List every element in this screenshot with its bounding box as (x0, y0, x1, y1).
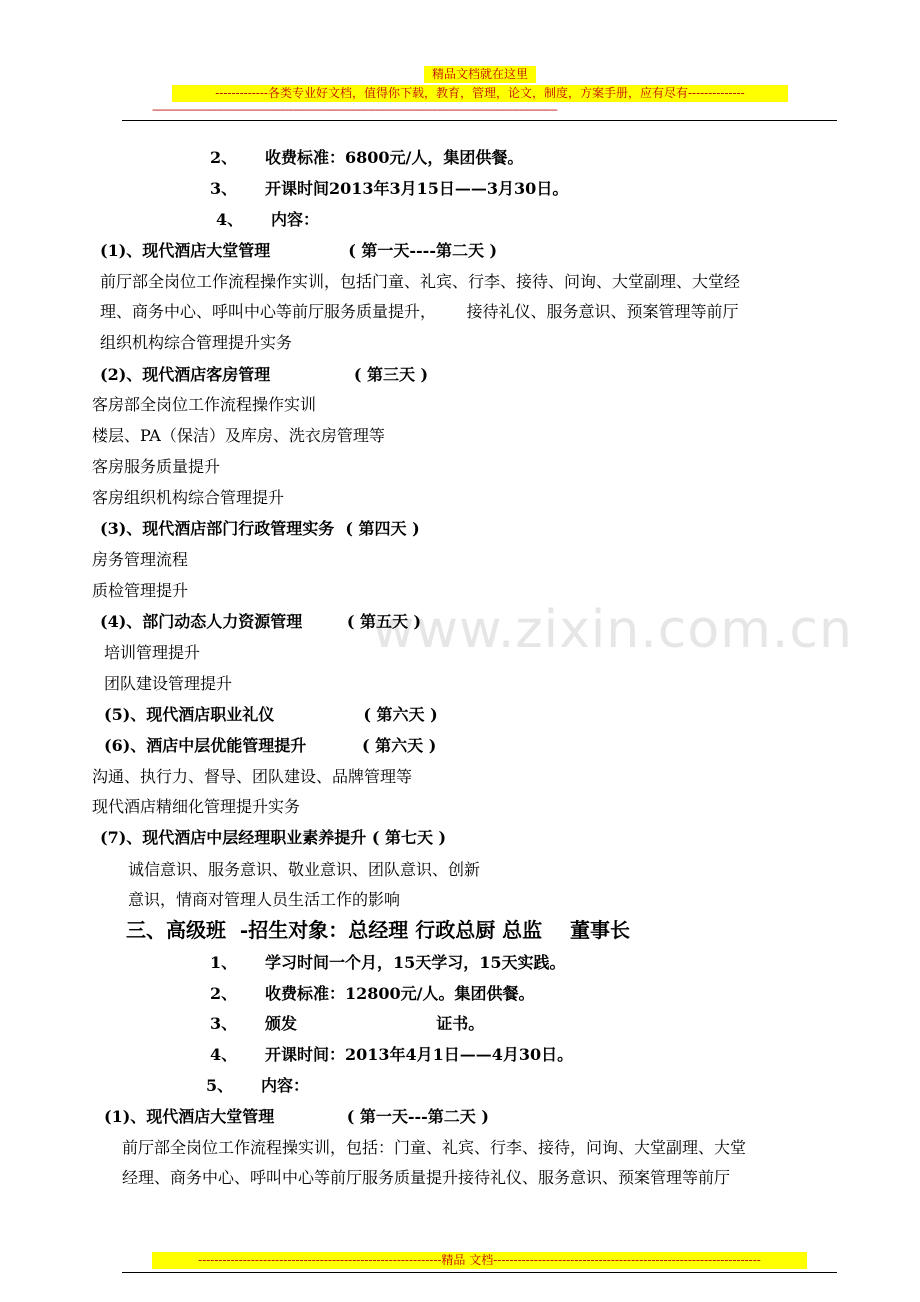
section-heading: (3)、现代酒店部门行政管理实务 ( 第四天 ) (100, 519, 420, 538)
text-line: 4、 内容： (216, 210, 319, 229)
footer-banner: ------------------------------------------------------------精品 文档------------------------------------------------------------------ (152, 1252, 807, 1269)
text-line: 培训管理提升 (104, 643, 201, 662)
section-heading: (1)、现代酒店大堂管理 ( 第一天---第二天 ) (104, 1107, 489, 1126)
header-banner-title: 精品文档就在这里 (424, 66, 536, 83)
section-title: 三、高级班 -招生对象：总经理 行政总厨 总监 董事长 (126, 918, 631, 942)
section-heading: (5)、现代酒店职业礼仪 ( 第六天 ) (104, 705, 438, 724)
header-rule (122, 120, 837, 121)
section-heading: (4)、部门动态人力资源管理 ( 第五天 ) (100, 612, 422, 631)
watermark: www.zixin.com.cn (372, 600, 853, 660)
text-line: 楼层、PA（保洁）及库房、洗衣房管理等 (92, 426, 385, 445)
text-line: 5、 内容： (206, 1076, 309, 1095)
text-line: 前厅部全岗位工作流程操实训，包括：门童、礼宾、行李、接待，问询、大堂副理、大堂 (122, 1138, 747, 1157)
text-line: 质检管理提升 (92, 581, 189, 600)
text-line: 意识，情商对管理人员生活工作的影响 (128, 890, 401, 909)
text-line: 客房部全岗位工作流程操作实训 (92, 395, 317, 414)
section-heading: (1)、现代酒店大堂管理 ( 第一天----第二天 ) (100, 241, 498, 260)
text-line: 2、 收费标准：6800元/人，集团供餐。 (210, 148, 524, 167)
text-line: 2、 收费标准：12800元/人。集团供餐。 (210, 984, 535, 1003)
text-line: 组织机构综合管理提升实务 (100, 333, 293, 352)
section-heading: (7)、现代酒店中层经理职业素养提升 ( 第七天 ) (100, 828, 447, 847)
text-line: 客房组织机构综合管理提升 (92, 488, 285, 507)
text-line: 沟通、执行力、督导、团队建设、品牌管理等 (92, 767, 413, 786)
section-heading: (2)、现代酒店客房管理 ( 第三天 ) (100, 365, 429, 384)
text-line: 理、商务中心、呼叫中心等前厅服务质量提升， 接待礼仪、服务意识、预案管理等前厅 (100, 302, 739, 321)
text-line: 1、 学习时间一个月，15天学习，15天实践。 (210, 953, 566, 972)
text-line: 4、 开课时间：2013年4月1日——4月30日。 (210, 1045, 574, 1064)
text-line: 客房服务质量提升 (92, 457, 221, 476)
text-line: 前厅部全岗位工作流程操作实训，包括门童、礼宾、行李、接待、问询、大堂副理、大堂经 (100, 272, 741, 291)
text-line: 房务管理流程 (92, 550, 189, 569)
text-line: 经理、商务中心、呼叫中心等前厅服务质量提升接待礼仪、服务意识、预案管理等前厅 (122, 1168, 731, 1187)
text-line: 3、 开课时间2013年3月15日——3月30日。 (210, 179, 569, 198)
section-heading: (6)、酒店中层优能管理提升 ( 第六天 ) (104, 736, 437, 755)
text-line: 团队建设管理提升 (104, 674, 233, 693)
text-line: 现代酒店精细化管理提升实务 (92, 797, 301, 816)
text-line: 3、 颁发 证书。 (210, 1014, 485, 1033)
header-dash-line: ----------------------------------------------------------------------------------------------------------------------------------------------------- (152, 103, 557, 116)
text-line: 诚信意识、服务意识、敬业意识、团队意识、创新 (128, 860, 481, 879)
footer-rule (122, 1272, 837, 1273)
header-banner-subtitle: -------------各类专业好文档，值得你下载，教育，管理，论文，制度，方案手册，应有尽有-------------- (172, 85, 788, 102)
